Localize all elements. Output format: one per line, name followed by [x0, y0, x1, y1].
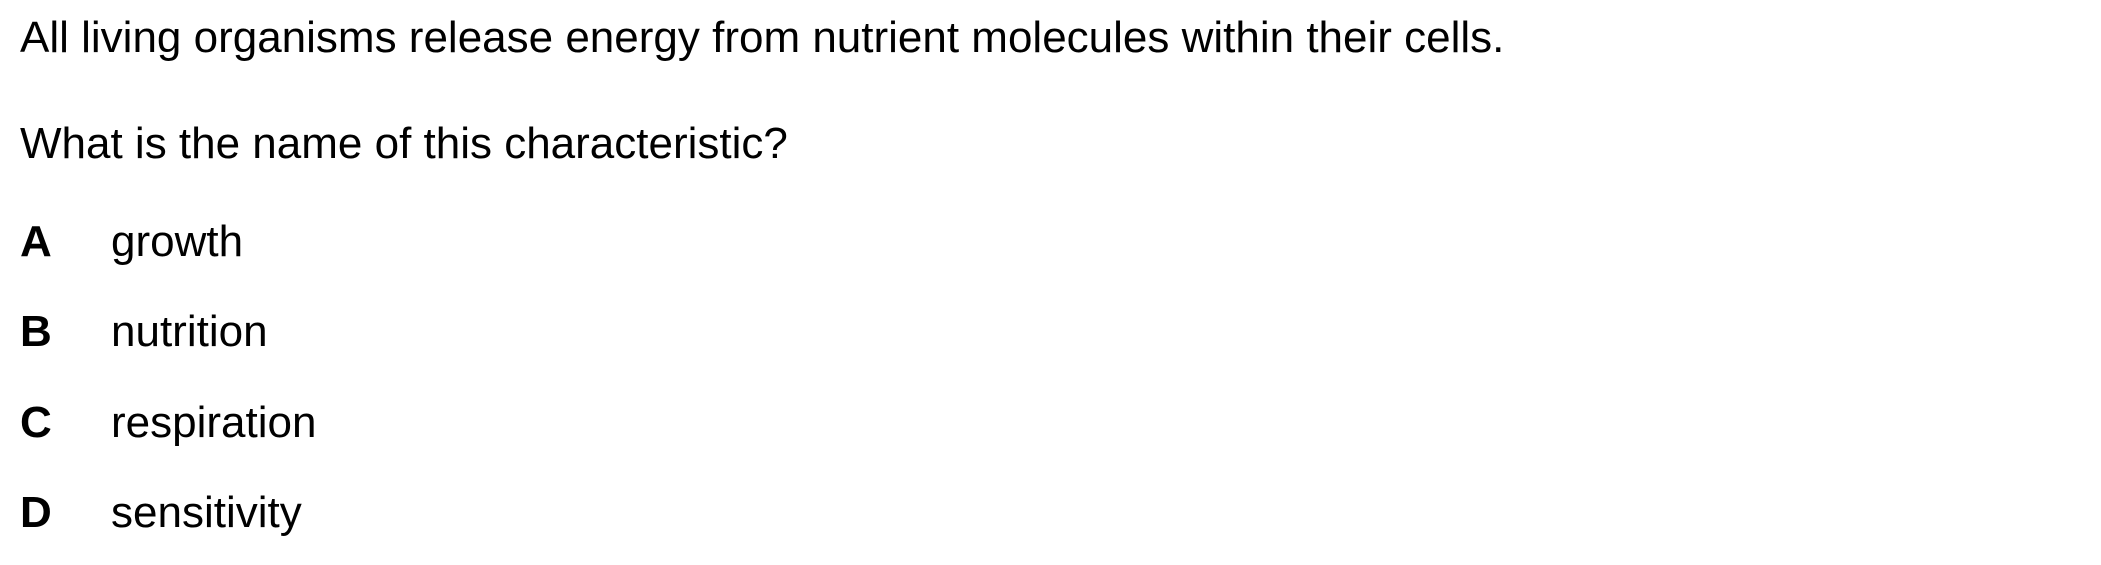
question-statement: All living organisms release energy from nutrient molecules within their cells. [20, 13, 1505, 62]
option-letter: C [20, 398, 52, 447]
option-text: respiration [111, 398, 317, 447]
option-text: sensitivity [111, 488, 302, 537]
option-text: growth [111, 217, 244, 266]
option-letter: A [20, 217, 52, 266]
option-letter: B [20, 307, 52, 356]
option-text: nutrition [111, 307, 268, 356]
option-letter: D [20, 488, 52, 537]
question-prompt: What is the name of this characteristic? [20, 119, 788, 168]
